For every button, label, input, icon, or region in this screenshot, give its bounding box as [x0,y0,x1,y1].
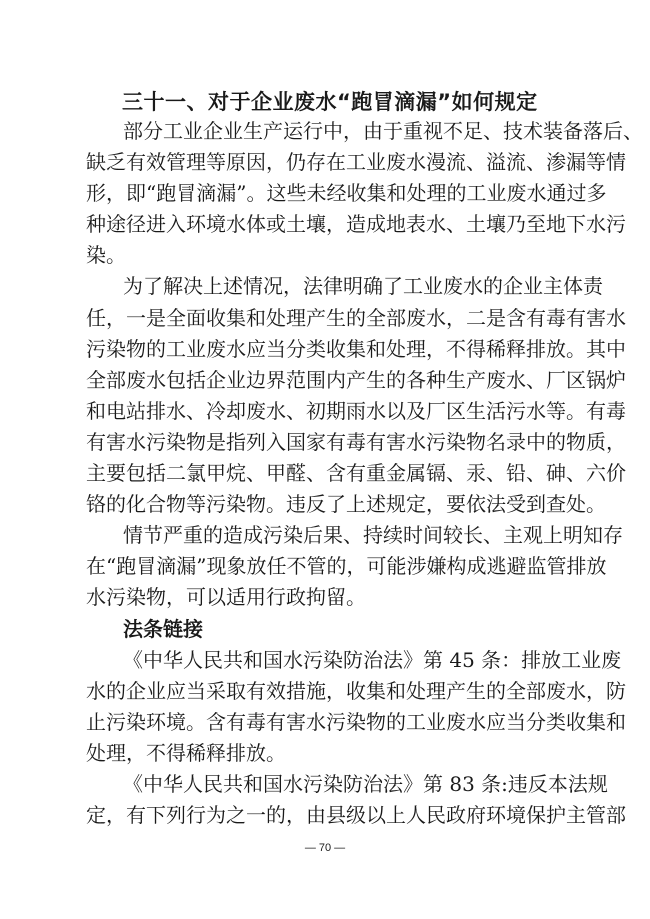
paragraph [86,645,626,769]
text-line: 种途径进入环境水体或土壤，造成地表水、土壤乃至地下水污 [86,212,626,237]
paragraph [86,769,626,831]
text-line: 铬的化合物等污染物。违反了上述规定，要依法受到查处。 [86,492,606,517]
subheading-text: 法条链接 [123,616,203,641]
text-line: 任，一是全面收集和处理产生的全部废水，二是含有毒有害水 [86,305,626,330]
document-body [86,116,643,831]
text-line: 缺乏有效管理等原因，仍存在工业废水漫流、溢流、渗漏等情 [86,150,626,175]
text-line: 止污染环境。含有毒有害水污染物的工业废水应当分类收集和 [86,709,626,734]
text-line: 形，即“跑冒滴漏”。这些未经收集和处理的工业废水通过多 [86,181,607,206]
text-line: 污染物的工业废水应当分类收集和处理，不得稀释排放。其中 [86,336,626,361]
text-line: 有害水污染物是指列入国家有毒有害水污染物名录中的物质， [86,429,626,454]
section-title: 三十一、对于企业废水“跑冒滴漏”如何规定 [122,90,538,114]
paragraph [86,116,643,271]
subheading [86,614,564,645]
text-line: 《中华人民共和国水污染防治法》第 45 条：排放工业废 [123,647,622,672]
text-line: 水的企业应当采取有效措施，收集和处理产生的全部废水，防 [86,678,626,703]
text-line: 在“跑冒滴漏”现象放任不管的，可能涉嫌构成逃避监管排放 [86,554,607,579]
paragraph [86,271,626,520]
text-line: 处理，不得稀释排放。 [86,740,286,765]
page-number: — 70 — [304,842,346,854]
text-line: 水污染物，可以适用行政拘留。 [86,585,366,610]
text-line: 《中华人民共和国水污染防治法》第 83 条:违反本法规 [123,771,608,796]
text-line: 染。 [86,243,126,268]
paragraph [86,520,623,613]
text-line: 为了解决上述情况，法律明确了工业废水的企业主体责 [123,274,603,299]
text-line: 情节严重的造成污染后果、持续时间较长、主观上明知存 [123,523,623,548]
text-line: 部分工业企业生产运行中，由于重视不足、技术装备落后、 [123,119,643,143]
text-line: 全部废水包括企业边界范围内产生的各种生产废水、厂区锅炉 [86,367,626,392]
text-line: 定，有下列行为之一的，由县级以上人民政府环境保护主管部 [86,803,626,828]
text-line: 主要包括二氯甲烷、甲醛、含有重金属镉、汞、铅、砷、六价 [86,461,626,486]
text-line: 和电站排水、冷却废水、初期雨水以及厂区生活污水等。有毒 [86,398,626,423]
